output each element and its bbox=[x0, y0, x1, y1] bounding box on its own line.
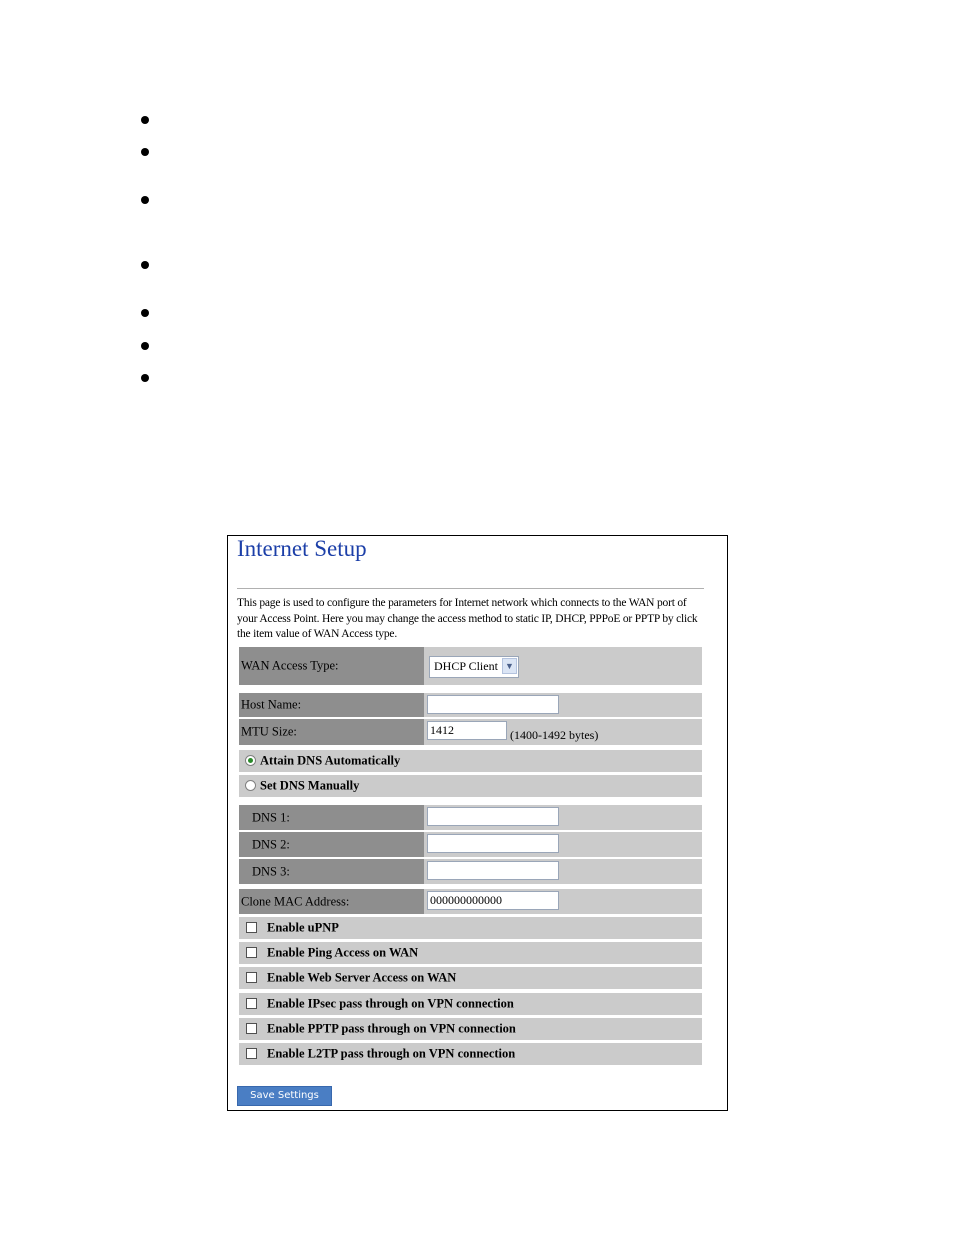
mtu-size-hint: (1400-1492 bytes) bbox=[510, 728, 599, 742]
internet-setup-panel bbox=[227, 535, 728, 1111]
mtu-size-input[interactable]: 1412 bbox=[427, 721, 507, 740]
dns-2-label: DNS 2: bbox=[252, 837, 290, 851]
enable-ping-wan-checkbox[interactable] bbox=[246, 947, 257, 958]
enable-upnp-checkbox[interactable] bbox=[246, 922, 257, 933]
option-upnp-row bbox=[239, 917, 702, 939]
dns-1-label-cell bbox=[239, 805, 424, 830]
option-ping-row bbox=[239, 942, 702, 964]
wan-access-label: WAN Access Type: bbox=[241, 658, 339, 673]
enable-pptp-passthrough-checkbox[interactable] bbox=[246, 1023, 257, 1034]
bullet-point bbox=[141, 148, 149, 156]
option-ipsec-row bbox=[239, 993, 702, 1015]
dns-auto-row bbox=[239, 750, 702, 772]
dns-manual-radio[interactable] bbox=[245, 780, 256, 791]
host-name-label-cell bbox=[239, 693, 424, 717]
dns-3-input[interactable] bbox=[427, 861, 559, 880]
enable-web-server-wan-label: Enable Web Server Access on WAN bbox=[267, 970, 457, 985]
dns-manual-row bbox=[239, 775, 702, 797]
option-l2tp-row bbox=[239, 1043, 702, 1065]
dns-auto-label: Attain DNS Automatically bbox=[260, 753, 401, 768]
dns-1-label: DNS 1: bbox=[252, 810, 290, 824]
dns-auto-radio[interactable] bbox=[245, 755, 256, 766]
enable-ipsec-passthrough-label: Enable IPsec pass through on VPN connection bbox=[267, 996, 514, 1011]
clone-mac-row bbox=[239, 889, 702, 914]
wan-access-label-cell bbox=[239, 647, 424, 685]
host-name-label: Host Name: bbox=[241, 697, 302, 712]
dns-3-row bbox=[239, 859, 702, 884]
bullet-point bbox=[141, 261, 149, 269]
clone-mac-label-cell bbox=[239, 889, 424, 914]
chevron-down-icon[interactable]: ▼ bbox=[502, 658, 517, 674]
enable-l2tp-passthrough-label: Enable L2TP pass through on VPN connection bbox=[267, 1046, 516, 1061]
enable-l2tp-passthrough-checkbox[interactable] bbox=[246, 1048, 257, 1059]
dns-2-row bbox=[239, 832, 702, 857]
dns-1-row bbox=[239, 805, 702, 830]
dns-2-input[interactable] bbox=[427, 834, 559, 853]
bullet-point bbox=[141, 309, 149, 317]
dns-manual-label: Set DNS Manually bbox=[260, 778, 360, 793]
page-title: Internet Setup bbox=[237, 536, 367, 561]
clone-mac-label: Clone MAC Address: bbox=[241, 894, 350, 908]
enable-web-server-wan-checkbox[interactable] bbox=[246, 972, 257, 983]
dns-2-label-cell bbox=[239, 832, 424, 857]
save-settings-button[interactable]: Save Settings bbox=[237, 1086, 332, 1106]
enable-ping-wan-label: Enable Ping Access on WAN bbox=[267, 945, 419, 960]
bullet-point bbox=[141, 342, 149, 350]
mtu-size-label: MTU Size: bbox=[241, 724, 297, 739]
mtu-size-label-cell bbox=[239, 719, 424, 745]
enable-pptp-passthrough-label: Enable PPTP pass through on VPN connection bbox=[267, 1021, 516, 1036]
enable-upnp-label: Enable uPNP bbox=[267, 920, 339, 935]
enable-ipsec-passthrough-checkbox[interactable] bbox=[246, 998, 257, 1009]
wan-access-row bbox=[239, 647, 702, 685]
wan-access-type-value: DHCP Client bbox=[434, 659, 498, 673]
mtu-size-row bbox=[239, 719, 702, 745]
bullet-point bbox=[141, 196, 149, 204]
wan-access-type-select[interactable] bbox=[429, 656, 519, 678]
clone-mac-input[interactable]: 000000000000 bbox=[427, 891, 559, 910]
page-description: This page is used to configure the parameters for Internet network which connects to the WAN port of your Access Point. Here you may change the access method to static IP, DHCP, PPPoE or PPTP by click the item value of WAN Access type. bbox=[237, 597, 698, 640]
divider bbox=[237, 588, 704, 589]
radio-selected-dot bbox=[248, 758, 253, 763]
host-name-row bbox=[239, 693, 702, 717]
bullet-point bbox=[141, 116, 149, 124]
option-pptp-row bbox=[239, 1018, 702, 1040]
host-name-input[interactable] bbox=[427, 695, 559, 714]
dns-1-input[interactable] bbox=[427, 807, 559, 826]
option-webserver-row bbox=[239, 967, 702, 989]
dns-3-label-cell bbox=[239, 859, 424, 884]
bullet-point bbox=[141, 374, 149, 382]
dns-3-label: DNS 3: bbox=[252, 864, 290, 878]
